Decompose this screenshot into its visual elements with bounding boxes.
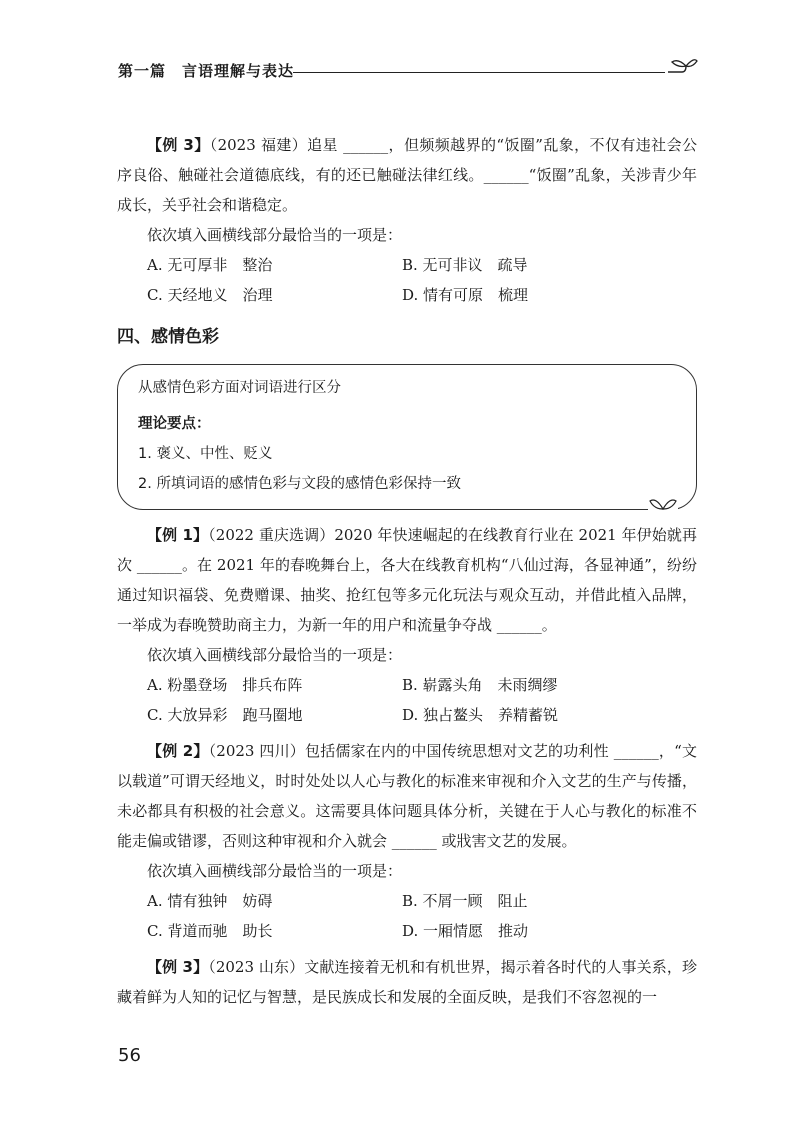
page-header — [118, 58, 698, 88]
option-c: C. 大放异彩 跑马圈地 — [147, 706, 303, 724]
box-intro: 从感情色彩方面对词语进行区分 — [138, 380, 341, 396]
example-tag: 【例 3】 — [147, 136, 210, 154]
option-b: B. 崭露头角 未雨绸缪 — [402, 676, 558, 694]
question-prompt: 依次填入画横线部分最恰当的一项是： — [147, 862, 403, 880]
box-point-2: 2. 所填词语的感情色彩与文段的感情色彩保持一致 — [138, 476, 461, 492]
example-3-fujian — [117, 130, 697, 220]
box-heading: 理论要点： — [138, 416, 211, 432]
theory-box — [117, 364, 697, 510]
options-grid — [117, 670, 697, 730]
example-text: （2023 福建）追星 ______，但频频越界的“饭圈”乱象，不仅有违社会公序良俗、触碰社会道德底线，有的还已触碰法律红线。______“饭圈”乱象，关涉青少年成长，关乎社会和谐稳定。 — [117, 136, 697, 214]
option-c: C. 天经地义 治理 — [147, 286, 273, 304]
section-title: 四、感情色彩 — [117, 327, 219, 347]
sprout-icon — [648, 493, 678, 511]
option-a: A. 无可厚非 整治 — [147, 256, 273, 274]
option-d: D. 一厢情愿 推动 — [402, 922, 529, 940]
option-b: B. 无可非议 疏导 — [402, 256, 528, 274]
page-number: 56 — [118, 1045, 141, 1066]
example-1-chongqing — [117, 520, 697, 640]
example-2-sichuan — [117, 736, 697, 856]
example-tag: 【例 1】 — [147, 526, 209, 544]
example-3-shandong — [117, 952, 697, 1012]
example-tag: 【例 3】 — [147, 958, 209, 976]
option-d: D. 独占鳌头 养精蓄锐 — [402, 706, 559, 724]
question-prompt: 依次填入画横线部分最恰当的一项是： — [147, 646, 403, 664]
header-rule — [293, 72, 665, 73]
question-prompt: 依次填入画横线部分最恰当的一项是： — [147, 226, 403, 244]
option-d: D. 情有可原 梳理 — [402, 286, 529, 304]
page-content — [117, 130, 697, 1012]
example-text: （2022 重庆选调）2020 年快速崛起的在线教育行业在 2021 年伊始就再次 ______。在 2021 年的春晚舞台上，各大在线教育机构“八仙过海，各显神通”，纷纷通过知识福袋、免费赠课、抽奖、抢红包等多元化玩法与观众互动，并借此植入品牌，一举成为春晚赞助商主力，为新一年的用户和流量争夺战 ______。 — [117, 526, 697, 634]
options-grid — [117, 250, 697, 310]
option-a: A. 粉墨登场 排兵布阵 — [147, 676, 303, 694]
box-point-1: 1. 褒义、中性、贬义 — [138, 446, 273, 462]
example-text: （2023 四川）包括儒家在内的中国传统思想对文艺的功利性 ______，“文以载道”可谓天经地义，时时处处以人心与教化的标准来审视和介入文艺的生产与传播，未必都具有积极的社会意义。这需要具体问题具体分析，关键在于人心与教化的标准不能走偏或错谬，否则这种审视和介入就会 ______ 或戕害文艺的发展。 — [117, 742, 697, 850]
options-grid — [117, 886, 697, 946]
option-b: B. 不屑一顾 阻止 — [402, 892, 528, 910]
example-text: （2023 山东）文献连接着无机和有机世界，揭示着各时代的人事关系，珍藏着鲜为人知的记忆与智慧，是民族成长和发展的全面反映，是我们不容忽视的一 — [117, 958, 697, 1006]
example-tag: 【例 2】 — [147, 742, 209, 760]
option-a: A. 情有独钟 妨碍 — [147, 892, 273, 910]
header-title: 第一篇 言语理解与表达 — [118, 62, 295, 80]
sprout-icon — [666, 56, 698, 86]
option-c: C. 背道而驰 助长 — [147, 922, 273, 940]
